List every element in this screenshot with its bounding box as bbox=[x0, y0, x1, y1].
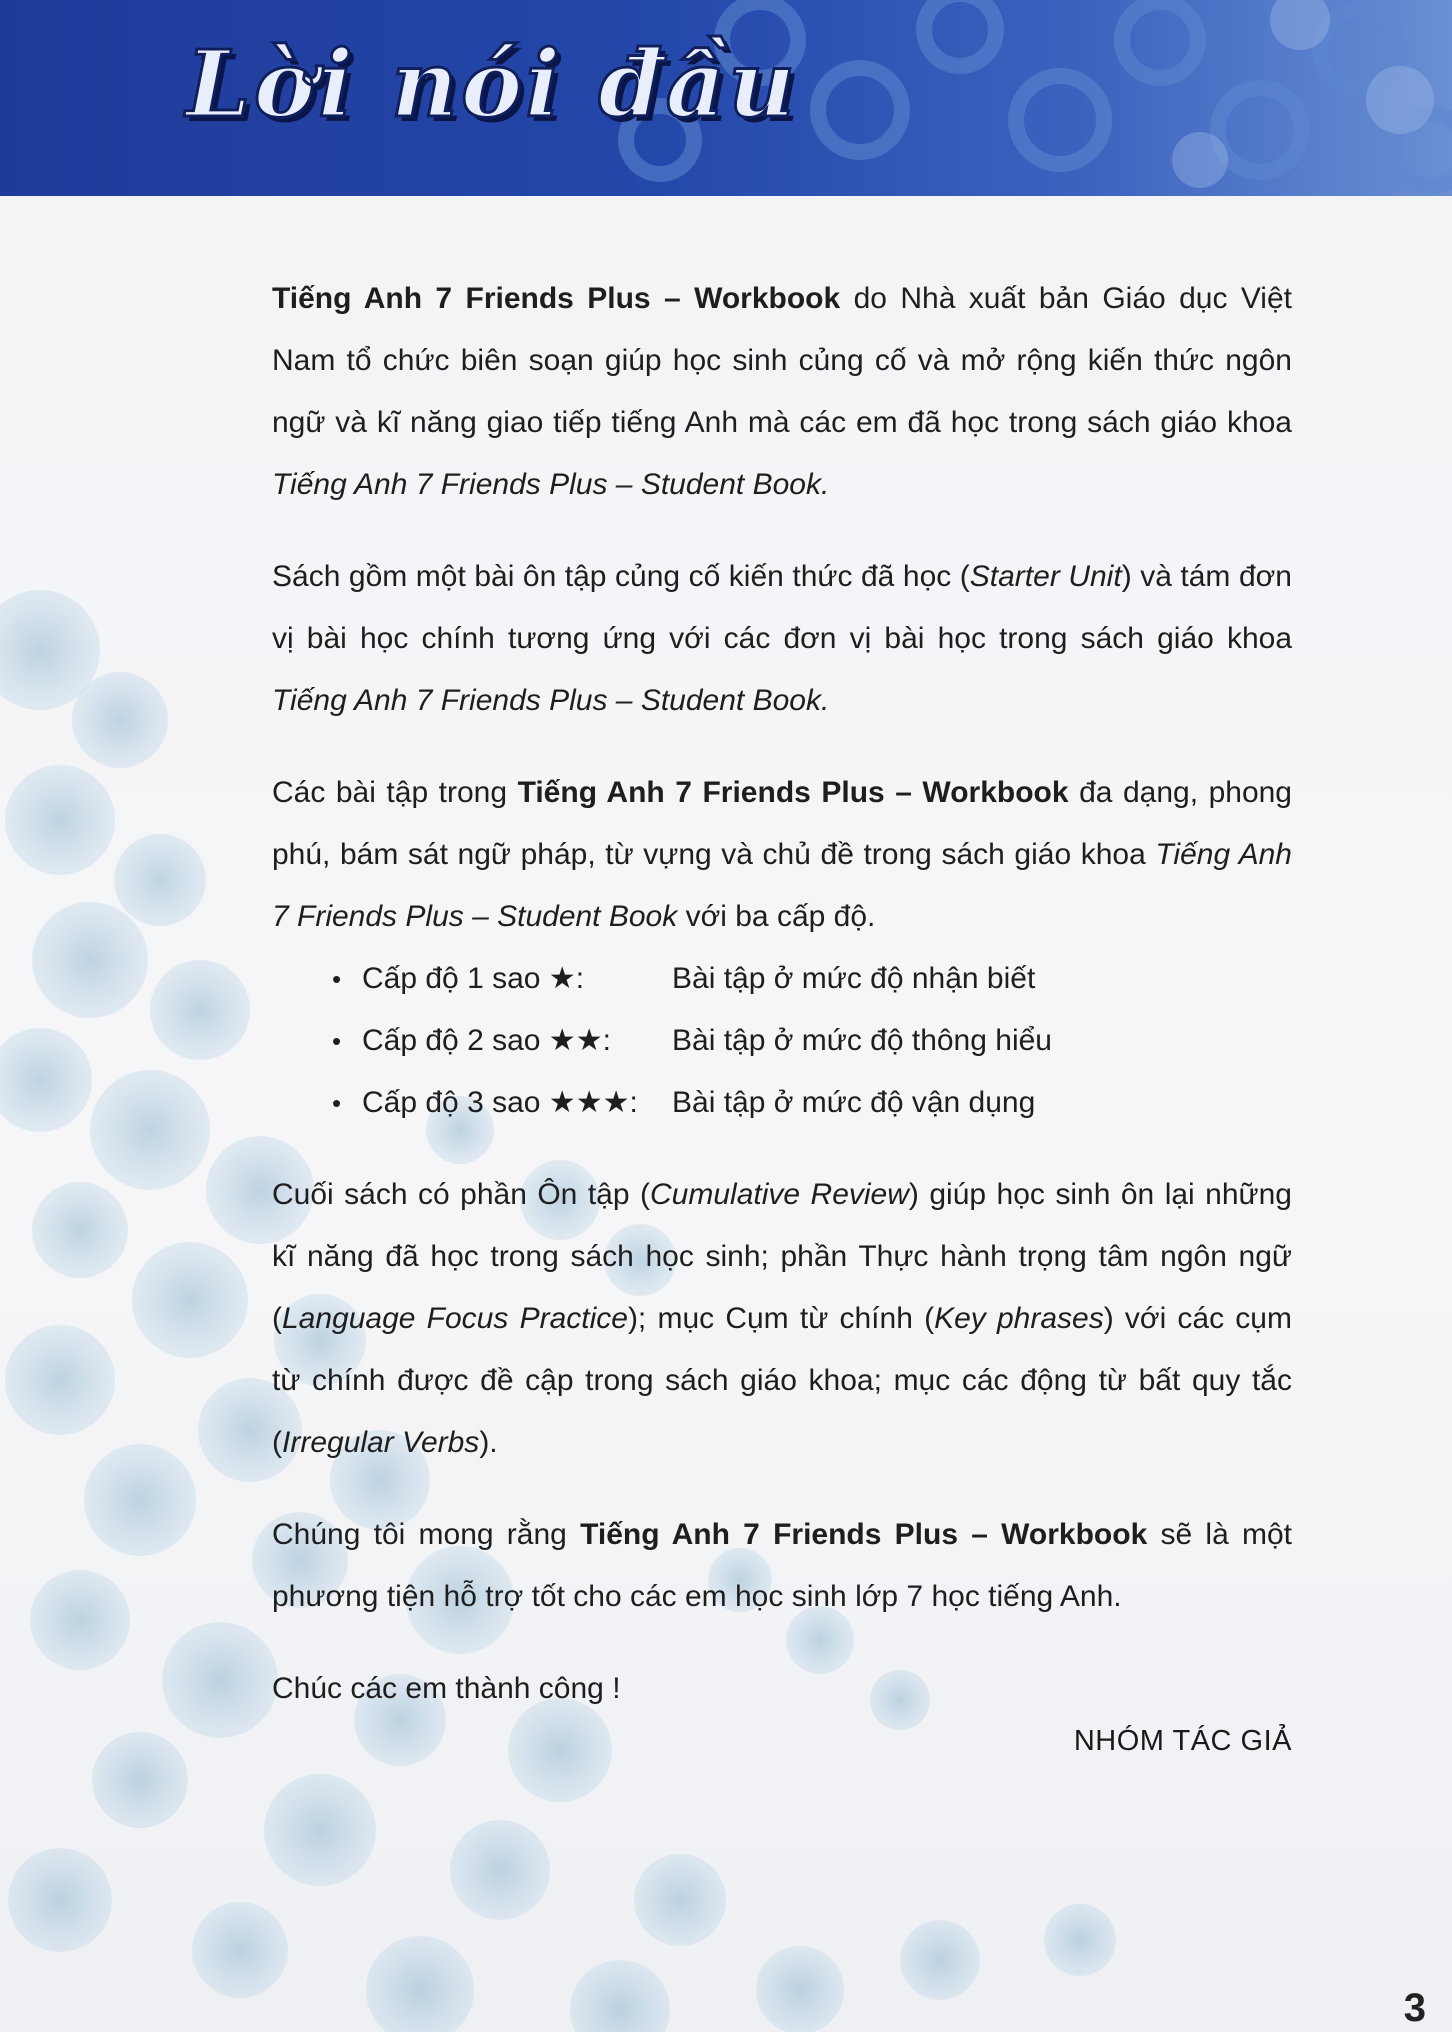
appendix-text-1: Cuối sách có phần Ôn tập ( bbox=[272, 1178, 650, 1211]
paragraph-structure bbox=[272, 546, 1292, 732]
appendix-text-2: ) giúp học sinh ôn lại những kĩ năng đã học trong sách học sinh; phần Thực hành trọng tâm ngôn ngữ ( bbox=[272, 1178, 1292, 1335]
level-label: Cấp độ 3 sao ★★★: bbox=[362, 1086, 638, 1119]
language-focus-term: Language Focus Practice bbox=[282, 1302, 628, 1335]
author-signature: NHÓM TÁC GIẢ bbox=[1073, 1725, 1292, 1757]
bullet-icon: • bbox=[332, 964, 342, 994]
level-label: Cấp độ 2 sao ★★: bbox=[362, 1024, 611, 1057]
paragraph-hope bbox=[272, 1504, 1292, 1628]
book-title-bold-2: Tiếng Anh 7 Friends Plus – Workbook bbox=[517, 776, 1069, 809]
intro-text: do Nhà xuất bản Giáo dục Việt Nam tổ chức biên soạn giúp học sinh củng cố và mở rộng kiến thức ngôn ngữ và kĩ năng giao tiếp tiếng Anh mà các em đã học trong sách giáo khoa bbox=[272, 282, 1292, 439]
structure-text-2: ) và tám đơn vị bài học chính tương ứng với các đơn vị bài học trong sách giáo khoa bbox=[272, 560, 1292, 655]
level-label: Cấp độ 1 sao ★: bbox=[362, 962, 585, 995]
level-description: Bài tập ở mức độ thông hiểu bbox=[672, 1024, 1052, 1057]
student-book-title: Tiếng Anh 7 Friends Plus – Student Book. bbox=[272, 468, 830, 501]
hope-text-1: Chúng tôi mong rằng bbox=[272, 1518, 581, 1551]
appendix-text-5: ). bbox=[479, 1426, 498, 1459]
appendix-text-3: ); mục Cụm từ chính ( bbox=[627, 1302, 935, 1335]
cumulative-review-term: Cumulative Review bbox=[650, 1178, 909, 1211]
key-phrases-term: Key phrases bbox=[934, 1302, 1104, 1335]
paragraph-wish: Chúc các em thành công ! bbox=[272, 1672, 621, 1705]
irregular-verbs-term: Irregular Verbs bbox=[282, 1426, 480, 1459]
book-title-bold-3: Tiếng Anh 7 Friends Plus – Workbook bbox=[580, 1518, 1148, 1551]
starter-unit-term: Starter Unit bbox=[969, 560, 1122, 593]
page-title: Lời nói đầu bbox=[186, 30, 799, 138]
structure-text-1: Sách gồm một bài ôn tập củng cố kiến thức đã học ( bbox=[272, 560, 970, 593]
level-description: Bài tập ở mức độ vận dụng bbox=[672, 1086, 1036, 1119]
level-item-1 bbox=[332, 948, 1292, 1010]
preface-body bbox=[272, 268, 1292, 1750]
header-band bbox=[0, 0, 1452, 196]
paragraph-intro bbox=[272, 268, 1292, 516]
exercises-text-1: Các bài tập trong bbox=[272, 776, 518, 809]
paragraph-appendix bbox=[272, 1164, 1292, 1474]
student-book-title-2: Tiếng Anh 7 Friends Plus – Student Book. bbox=[272, 684, 830, 717]
hope-text-2: sẽ là một phương tiện hỗ trợ tốt cho các em học sinh lớp 7 học tiếng Anh. bbox=[272, 1518, 1292, 1613]
page-number: 3 bbox=[1403, 1986, 1426, 2030]
exercises-text-3: với ba cấp độ. bbox=[677, 900, 876, 933]
student-book-title-3: Tiếng Anh 7 Friends Plus – Student Book bbox=[272, 838, 1292, 933]
appendix-text-4: ) với các cụm từ chính được đề cập trong sách giáo khoa; mục các động từ bất quy tắc ( bbox=[272, 1302, 1292, 1459]
level-description: Bài tập ở mức độ nhận biết bbox=[672, 962, 1036, 995]
book-title-bold: Tiếng Anh 7 Friends Plus – Workbook bbox=[272, 282, 841, 315]
paragraph-exercises bbox=[272, 762, 1292, 948]
level-item-3 bbox=[332, 1072, 1292, 1134]
bullet-icon: • bbox=[332, 1026, 342, 1056]
level-item-2 bbox=[332, 1010, 1292, 1072]
bullet-icon: • bbox=[332, 1088, 342, 1118]
difficulty-levels-list bbox=[272, 948, 1292, 1134]
exercises-text-2: đa dạng, phong phú, bám sát ngữ pháp, từ vựng và chủ đề trong sách giáo khoa bbox=[272, 776, 1292, 871]
